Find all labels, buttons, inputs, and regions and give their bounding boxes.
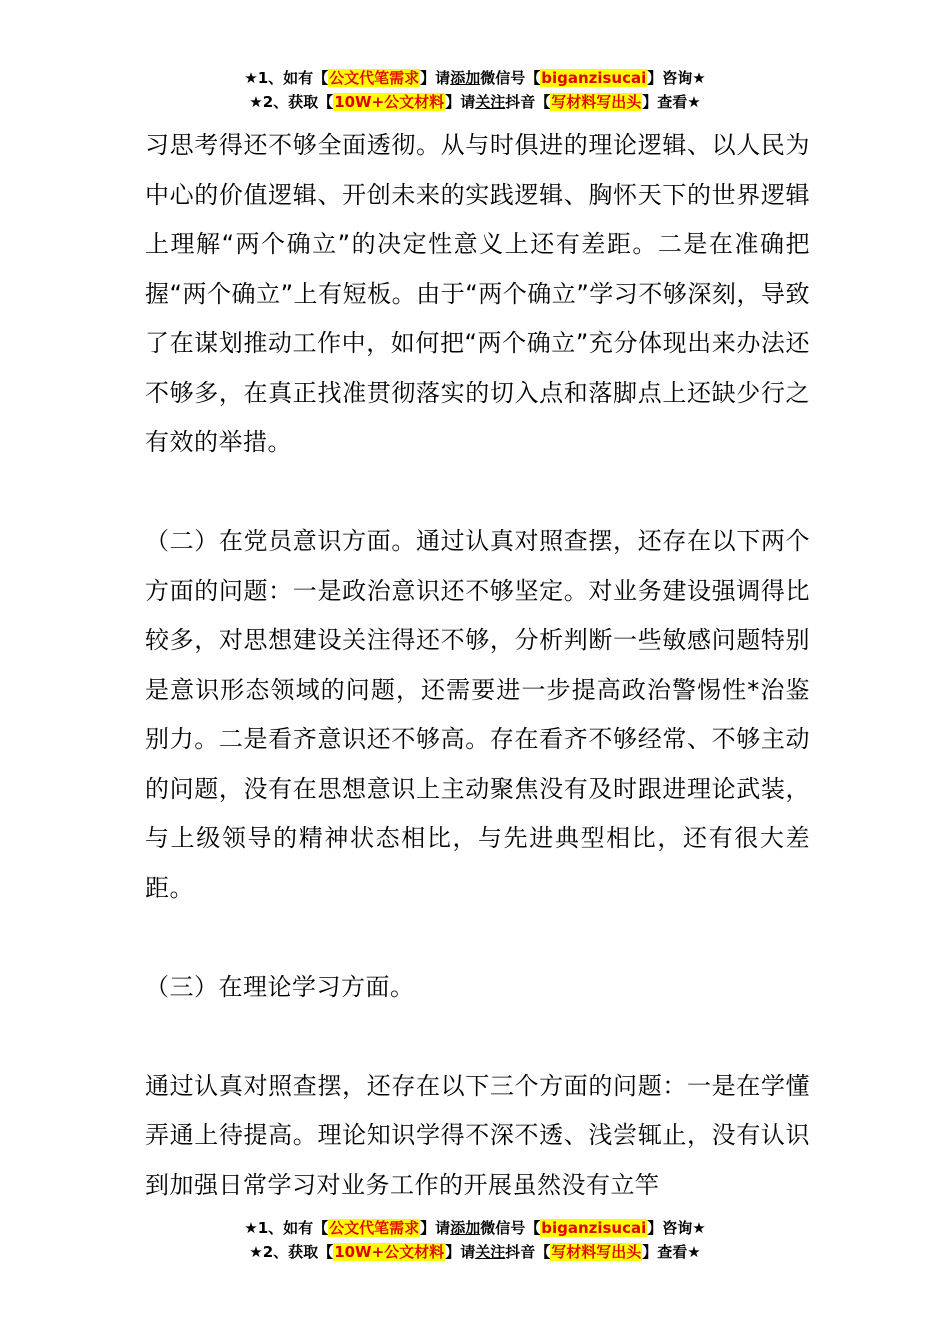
footer-text: ★1、如有【 xyxy=(244,1219,329,1237)
footer-line-1 xyxy=(0,1216,950,1240)
douyin-account: 写材料写出头 xyxy=(551,93,642,111)
wechat-id: biganzisucai xyxy=(541,69,647,87)
underlined-text: 关注 xyxy=(475,1243,506,1261)
paragraph-2: （二）在党员意识方面。通过认真对照查摆，还存在以下两个方面的问题：一是政治意识还不够坚定。对业务建设强调得比较多，对思想建设关注得还不够，分析判断一些敏感问题特别是意识形态领域的问题，还需要进一步提高政治警惕性*治鉴别力。二是看齐意识还不够高。存在看齐不够经常、不够主动的问题，没有在思想意识上主动聚焦没有及时跟进理论武装，与上级领导的精神状态相比，与先进典型相比，还有很大差距。 xyxy=(145,527,810,902)
header-line-2 xyxy=(0,90,950,114)
footer-text: 】请 xyxy=(445,1243,476,1261)
paragraph-gap xyxy=(145,1012,810,1062)
underlined-text: 添加 xyxy=(450,1219,481,1237)
footer-text: 】查看★ xyxy=(642,1243,701,1261)
header-banner xyxy=(0,66,950,114)
footer-text: ★2、获取【 xyxy=(249,1243,334,1261)
footer-line-2 xyxy=(0,1240,950,1264)
highlight-text: 10W+公文材料 xyxy=(334,93,445,111)
highlight-text: 公文代笔需求 xyxy=(329,1219,420,1237)
highlight-text: 公文代笔需求 xyxy=(329,69,420,87)
paragraph-4: 通过认真对照查摆，还存在以下三个方面的问题：一是在学懂弄通上待提高。理论知识学得不深不透、浅尝辄止，没有认识到加强日常学习对业务工作的开展虽然没有立竿 xyxy=(145,1071,810,1199)
footer-text: 微信号【 xyxy=(480,1219,541,1237)
wechat-id: biganzisucai xyxy=(541,1219,647,1237)
footer-text: 】请 xyxy=(420,1219,451,1237)
header-text: ★1、如有【 xyxy=(244,69,329,87)
header-text: 抖音【 xyxy=(505,93,551,111)
footer-text: 】咨询★ xyxy=(647,1219,706,1237)
douyin-account: 写材料写出头 xyxy=(551,1243,642,1261)
header-text: 】请 xyxy=(420,69,451,87)
header-text: 】咨询★ xyxy=(647,69,706,87)
header-line-1 xyxy=(0,66,950,90)
header-text: 】请 xyxy=(445,93,476,111)
footer-text: 抖音【 xyxy=(505,1243,551,1261)
paragraph-1: 习思考得还不够全面透彻。从与时俱进的理论逻辑、以人民为中心的价值逻辑、开创未来的实践逻辑、胸怀天下的世界逻辑上理解“两个确立”的决定性意义上还有差距。二是在准确把握“两个确立”上有短板。由于“两个确立”学习不够深刻，导致了在谋划推动工作中，如何把“两个确立”充分体现出来办法还不够多，在真正找准贯彻落实的切入点和落脚点上还缺少行之有效的举措。 xyxy=(145,131,810,456)
underlined-text: 关注 xyxy=(475,93,506,111)
section-heading: （三）在理论学习方面。 xyxy=(145,972,415,1001)
header-text: 】查看★ xyxy=(642,93,701,111)
highlight-text: 10W+公文材料 xyxy=(334,1243,445,1261)
header-text: 微信号【 xyxy=(480,69,541,87)
footer-banner xyxy=(0,1216,950,1264)
header-text: ★2、获取【 xyxy=(249,93,334,111)
paragraph-gap xyxy=(145,468,810,518)
paragraph-gap xyxy=(145,913,810,963)
underlined-text: 添加 xyxy=(450,69,481,87)
document-body xyxy=(145,121,810,1210)
